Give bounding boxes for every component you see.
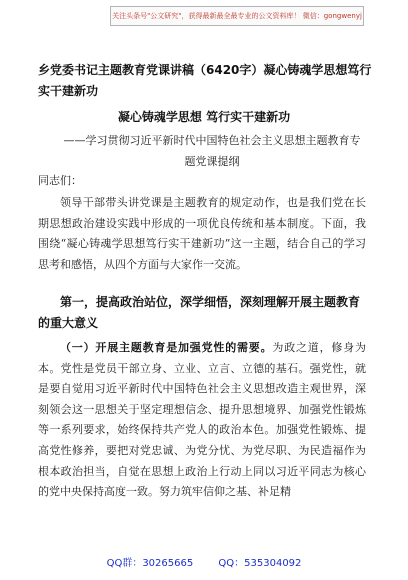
theme-title: 凝心铸魂学思想 笃行实干建新功 — [117, 110, 291, 124]
subsection-heading: （一）开展主题教育是加强党性的需要。 — [60, 341, 273, 354]
qq-number: QQ：535304092 — [218, 558, 302, 569]
greeting: 同志们： — [38, 174, 82, 187]
document-title: 乡党委书记主题教育党课讲稿（6420字）凝心铸魂学思想笃行实干建新功 — [38, 63, 372, 98]
qq-group: QQ群：30265665 — [106, 558, 194, 569]
header-banner: 关注头条号"公文研究"，获得最新最全最专业的公文资料库！ 微信：gongwenyj — [110, 6, 364, 26]
body-paragraph — [38, 338, 366, 503]
section-heading: 第一，提高政治站位，深学细悟，深刻理解开展主题教育的重大意义 — [38, 295, 361, 330]
body-paragraph-text: 为政之道，修身为本。党性是党员干部立身、立业、立言、立德的基石。强党性，就是要自觉用习近平新时代中国特色社会主义思想改造主观世界，深刻领会这一思想关于坚定理想信念、提升思想境界、加强党性锻炼等一系列要求，始终保持共产党人的政治本色。加强党性锻炼、提高党性修养，要把对党忠诚、为党分忧、为党尽职、为民造福作为根本政治担当，自觉在思想上政治上行动上同以习近平同志为核心的党中央保持高度一致。努力筑牢信仰之基、补足精 — [38, 341, 367, 499]
intro-paragraph: 领导干部带头讲党课是主题教育的规定动作，也是我们党在长期思想政治建设实践中形成的一项优良传统和基本制度。下面，我围绕“凝心铸魂学思想笃行实干建新功”这一主题，结合自己的学习思考和感悟，从四个方面与大家作一交流。 — [38, 196, 366, 271]
footer-contact — [0, 554, 408, 569]
subtitle: ——学习贯彻习近平新时代中国特色社会主义思想主题教育专题党课提纲 — [63, 134, 361, 168]
